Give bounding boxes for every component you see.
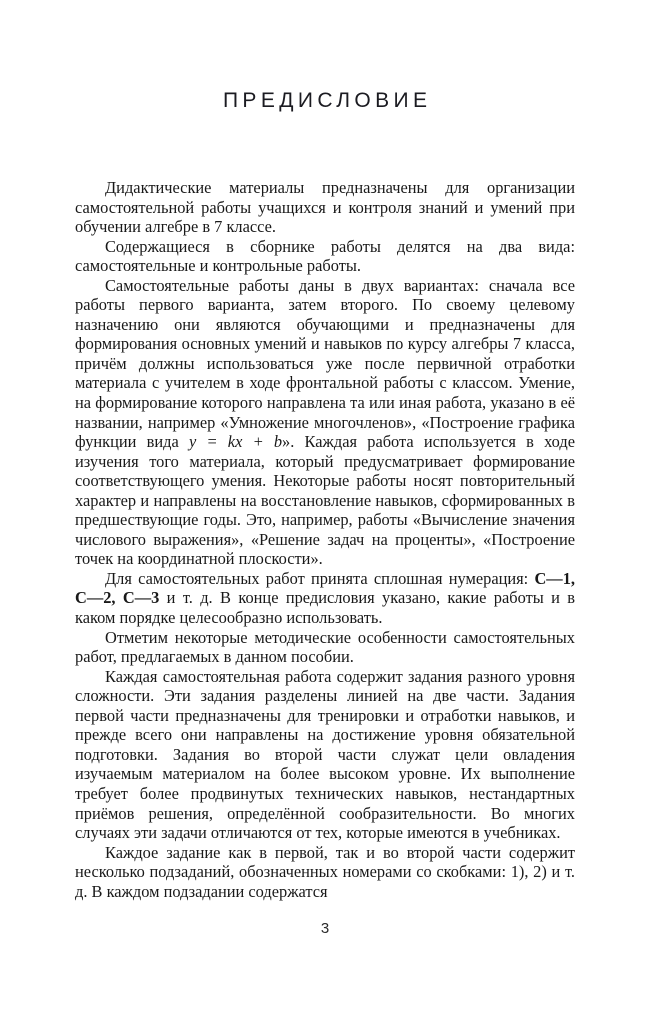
paragraph-1 (75, 178, 575, 237)
paragraph-3-text-after-formula: ». Каждая работа используется в ходе изучения того материала, который предусматривает формирование соответствующего умения. Некоторые работы носят повторительный характер и направлены на восстановление навыков, сформированных в предшествующие годы. Это, например, работы «Вычисление значения числового выражения», «Решение задач на проценты», «Построение точек на координатной плоскости». (75, 432, 575, 569)
body-text-column (75, 178, 575, 901)
inline-formula-linear-function: y = kx + b (189, 432, 283, 452)
paragraph-5 (75, 628, 575, 667)
paragraph-2-text: Содержащиеся в сборнике работы делятся на два вида: самостоятельные и контрольные работы. (75, 236, 575, 276)
paragraph-7 (75, 843, 575, 902)
paragraph-1-text: Дидактические материалы предназначены для организации самостоятельной работы учащихся и контроля знаний и умений при обучении алгебре в 7 классе. (75, 178, 575, 237)
paragraph-4-text-after-labels: и т. д. В конце предисловия указано, какие работы и в каком порядке целесообразно использовать. (75, 588, 575, 628)
paragraph-3-text-before-formula: Самостоятельные работы даны в двух вариантах: сначала все работы первого варианта, затем второго. По своему целевому назначению они являются обучающими и предназначены для формирования основных умений и навыков по курсу алгебры 7 класса, причём должны использоваться уже после первичной отработки материала с учителем в ходе фронтальной работы с классом. Умение, на формирование которого направлена та или иная работа, указано в её названии, например «Умножение многочленов», «Построение графика функции вида (75, 275, 575, 452)
paragraph-7-text: Каждое задание как в первой, так и во второй части содержит несколько подзаданий, обозначенных номерами со скобками: 1), 2) и т. д. В каждом подзадании содержатся (75, 842, 575, 901)
paragraph-2 (75, 237, 575, 276)
paragraph-3 (75, 276, 575, 569)
work-numbering-labels: С—1, С—2, С—3 (75, 568, 575, 608)
paragraph-4-text-before-labels: Для самостоятельных работ принята сплошная нумерация: (105, 568, 535, 588)
paragraph-5-text: Отметим некоторые методические особенности самостоятельных работ, предлагаемых в данном пособии. (75, 627, 575, 667)
page-number: 3 (320, 920, 330, 937)
paragraph-6 (75, 667, 575, 843)
paragraph-4 (75, 569, 575, 628)
page-title: ПРЕДИСЛОВИЕ (222, 89, 432, 113)
paragraph-6-text: Каждая самостоятельная работа содержит задания разного уровня сложности. Эти задания разделены линией на две части. Задания первой части предназначены для тренировки и отработки навыков, и прежде всего они направлены на достижение уровня обязательной подготовки. Задания во второй части служат цели овладения изучаемым материалом на более высоком уровне. Их выполнение требует более продвинутых технических навыков, нестандартных приёмов решения, определённой сообразительности. Во многих случаях эти задачи отличаются от тех, которые имеются в учебниках. (75, 666, 575, 843)
